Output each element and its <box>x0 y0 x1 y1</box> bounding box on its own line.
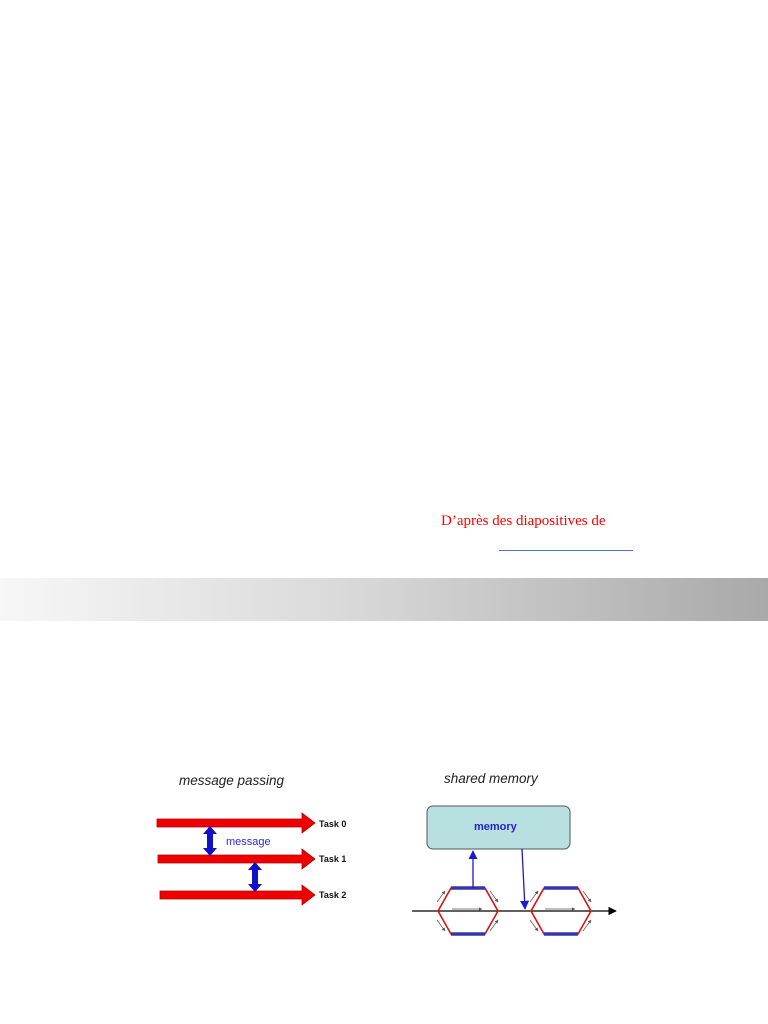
message-passing-diagram <box>157 773 346 905</box>
message-arrow-0-1 <box>203 826 217 856</box>
task-2-arrow <box>160 885 315 905</box>
memory-label: memory <box>474 821 517 833</box>
shared-memory-caption: shared memory <box>444 771 538 786</box>
credit-text: D’après des diapositives de <box>441 513 606 529</box>
task-0-label: Task 0 <box>319 819 347 829</box>
task-2-label: Task 2 <box>319 890 347 900</box>
task-1-label: Task 1 <box>319 854 347 864</box>
message-arrow-1-2 <box>248 862 262 892</box>
read-from-memory-arrow <box>522 849 525 909</box>
task-1-arrow <box>158 849 315 869</box>
task-0-arrow <box>157 813 315 833</box>
message-label: message <box>226 836 271 848</box>
message-passing-caption: message passing <box>179 773 285 788</box>
shared-memory-diagram <box>412 771 616 934</box>
